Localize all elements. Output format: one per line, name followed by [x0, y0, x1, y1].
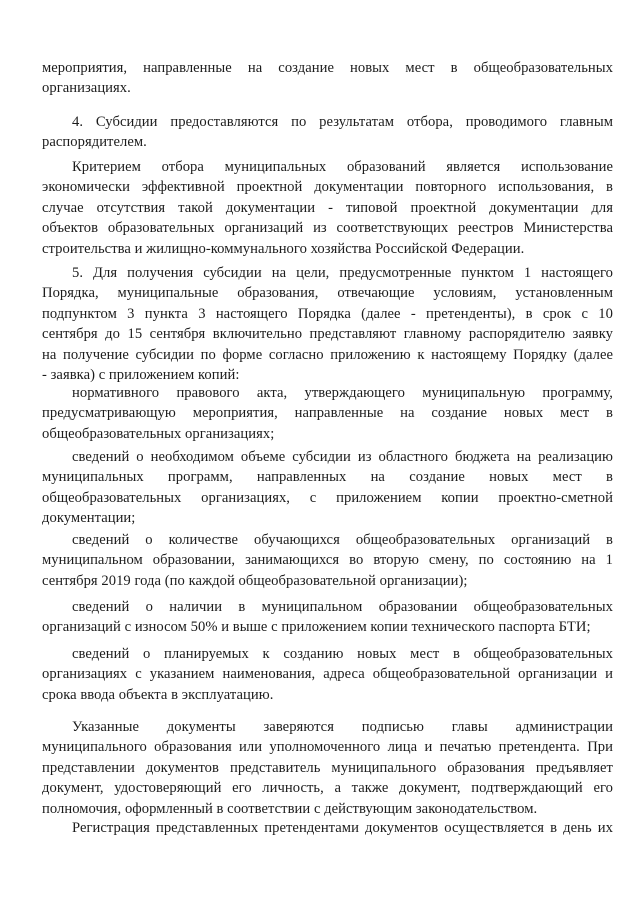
paragraph-documents-certification — [42, 717, 613, 819]
text-line: организаций с износом 50% и выше с приложением копии технического паспорта БТИ; — [42, 619, 591, 636]
text-line: Порядка, муниципальные образования, отвечающие условиям, установленным — [42, 285, 613, 302]
text-line: экономически эффективной проектной документации повторного использования, в — [42, 179, 613, 196]
text-line: сведений о планируемых к созданию новых мест в общеобразовательных — [72, 646, 613, 662]
text-line: сведений о необходимом объеме субсидии из областного бюджета на реализацию — [72, 449, 613, 465]
text-line: предусматривающую мероприятия, направленные на создание новых мест в — [42, 405, 613, 422]
text-line: сентября до 15 сентября включительно представляют главному распорядителю заявку — [42, 326, 613, 343]
text-line: общеобразовательных организациях; — [42, 425, 275, 442]
text-line: объектов образовательных организаций из соответствующих реестров Министерства — [42, 220, 613, 237]
text-line: муниципальном образовании, занимающихся во вторую смену, по состоянию на 1 — [42, 552, 613, 569]
text-line: организациях с указанием наименования, адреса общеобразовательной организации и — [42, 666, 613, 683]
text-line: нормативного правового акта, утверждающего муниципальную программу, — [72, 385, 613, 401]
text-line: мероприятия, направленные на создание новых мест в общеобразовательных — [42, 60, 613, 76]
text-line: Критерием отбора муниципальных образований является использование — [72, 159, 613, 175]
text-line: случае отсутствия такой документации - типовой проектной документации для — [42, 199, 613, 216]
text-line: Регистрация представленных претендентами документов осуществляется в день их — [72, 820, 613, 836]
paragraph-item-4 — [42, 112, 613, 153]
text-line: срока ввода объекта в эксплуатацию. — [42, 686, 274, 703]
text-line: подпунктом 3 пункта 3 настоящего Порядка (далее - претенденты), в срок с 10 — [42, 305, 613, 322]
text-line: Указанные документы заверяются подписью главы администрации — [72, 719, 613, 735]
text-line: муниципальных программ, направленных на создание новых мест в — [42, 469, 613, 486]
text-line: 4. Субсидии предоставляются по результатам отбора, проводимого главным — [72, 114, 613, 130]
text-line: полномочия, оформленный в соответствии с действующим законодательством. — [42, 800, 538, 817]
text-line: документации; — [42, 510, 136, 527]
text-line: сентября 2019 года (по каждой общеобразовательной организации); — [42, 572, 468, 589]
text-line: - заявка) с приложением копий: — [42, 367, 240, 384]
list-item-second-shift-students — [42, 530, 613, 591]
text-line: строительства и жилищно-коммунального хозяйства Российской Федерации. — [42, 240, 525, 257]
text-line: на получение субсидии по форме согласно приложению к настоящему Порядку (далее — [42, 346, 613, 363]
text-line: представлении документов представитель муниципального образования предъявляет — [42, 759, 613, 776]
text-line: муниципального образования или уполномоченного лица и печатью претендента. При — [42, 739, 613, 756]
paragraph-continuation — [42, 58, 613, 99]
list-item-building-wear — [42, 597, 613, 638]
list-item-normative-act — [42, 383, 613, 444]
paragraph-selection-criterion — [42, 157, 613, 259]
text-line: организациях. — [42, 80, 131, 97]
list-item-subsidy-volume — [42, 447, 613, 529]
list-item-planned-places — [42, 644, 613, 705]
text-line: 5. Для получения субсидии на цели, предусмотренные пунктом 1 настоящего — [72, 265, 613, 281]
text-line: сведений о наличии в муниципальном образовании общеобразовательных — [72, 599, 613, 615]
text-line: общеобразовательных организациях, с приложением копии проектно-сметной — [42, 489, 613, 506]
paragraph-item-5 — [42, 263, 613, 385]
text-line: документ, удостоверяющий его личность, а также документ, подтверждающий его — [42, 780, 613, 797]
paragraph-registration — [42, 818, 613, 838]
text-line: сведений о количестве обучающихся общеобразовательных организаций в — [72, 532, 613, 548]
text-line: распорядителем. — [42, 134, 147, 151]
